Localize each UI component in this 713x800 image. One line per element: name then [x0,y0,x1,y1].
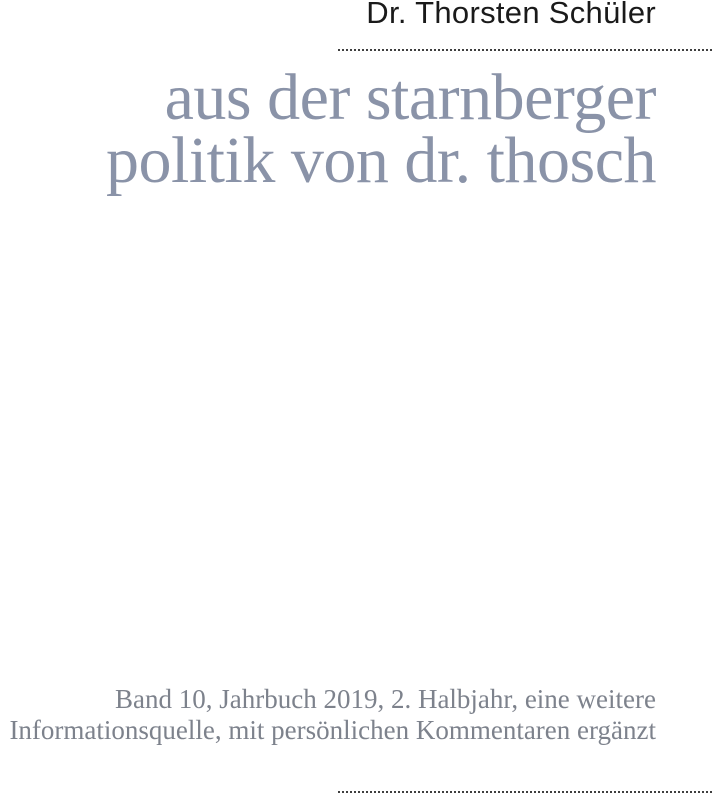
book-subtitle [9,684,656,746]
dotted-divider-top [338,49,713,51]
book-title [106,61,656,197]
book-subtitle-line1: Band 10, Jahrbuch 2019, 2. Halbjahr, eine weitere [114,684,656,714]
book-title-line2: politik von dr. thosch [106,124,656,197]
book-subtitle-line2: Informationsquelle, mit persönlichen Kommentaren ergänzt [9,715,656,745]
dotted-divider-bottom [338,791,713,793]
author-name: Dr. Thorsten Schüler [366,0,656,30]
book-title-line1: aus der starnberger [164,61,656,134]
